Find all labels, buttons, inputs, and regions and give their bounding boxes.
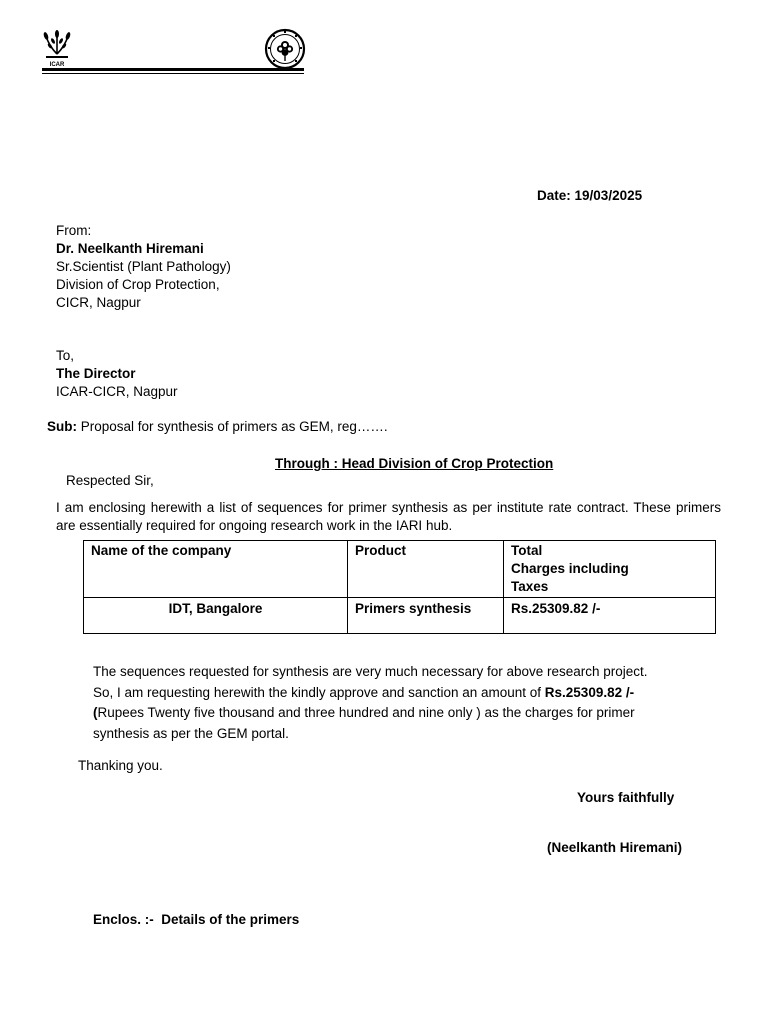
recipient-name: The Director <box>56 366 136 381</box>
closing-line: Yours faithfully <box>577 790 675 805</box>
header-total <box>504 541 716 598</box>
enclosure-text: Details of the primers <box>161 912 300 927</box>
table-row <box>84 598 716 634</box>
intro-paragraph: I am enclosing herewith a list of sequences for primer synthesis as per institute rate contract. These primers are essentially required for ongoing research work in the IARI hub. <box>56 500 721 533</box>
sender-designation: Sr.Scientist (Plant Pathology) <box>56 259 231 274</box>
from-label: From: <box>56 223 92 238</box>
sender-block <box>56 222 231 312</box>
request-line-3-text: Rupees Twenty five thousand and three hundred and nine only ) as the charges for primer <box>97 705 635 720</box>
recipient-block <box>56 347 178 401</box>
cell-total: Rs.25309.82 /- <box>504 598 716 634</box>
header-rule-thin <box>42 73 304 74</box>
subject-label: Sub: <box>47 419 77 434</box>
header-rule <box>42 68 304 71</box>
cicr-cotton-seal-icon <box>264 28 306 70</box>
date-value: 19/03/2025 <box>574 188 643 203</box>
cell-company: IDT, Bangalore <box>84 598 348 634</box>
header-total-line1: Total <box>511 543 543 558</box>
signature-name: (Neelkanth Hiremani) <box>547 840 683 855</box>
to-label: To, <box>56 348 75 363</box>
request-paragraph <box>93 662 673 744</box>
request-line-2 <box>93 683 673 704</box>
sender-institute: CICR, Nagpur <box>56 295 141 310</box>
request-line-3 <box>93 703 673 724</box>
cost-table <box>83 540 716 634</box>
icar-wheat-emblem-icon <box>38 28 76 68</box>
icar-logo <box>38 28 76 68</box>
request-line-4: synthesis as per the GEM portal. <box>93 725 289 741</box>
enclosure-label: Enclos. :- <box>93 912 154 927</box>
sender-division: Division of Crop Protection, <box>56 277 220 292</box>
recipient-institute: ICAR-CICR, Nagpur <box>56 384 178 399</box>
date-line <box>537 187 642 205</box>
header-total-line2: Charges including <box>511 561 629 576</box>
date-label: Date: <box>537 188 571 203</box>
subject-text: Proposal for synthesis of primers as GEM, reg……. <box>80 419 388 434</box>
header-product: Product <box>348 541 504 598</box>
request-amount: Rs.25309.82 /- <box>544 684 635 700</box>
cell-product: Primers synthesis <box>348 598 504 634</box>
cicr-logo <box>264 28 306 70</box>
request-paren: ( <box>93 705 98 720</box>
thanks-line: Thanking you. <box>78 758 163 773</box>
svg-text:ICAR: ICAR <box>49 62 65 68</box>
header-company: Name of the company <box>84 541 348 598</box>
sender-name: Dr. Neelkanth Hiremani <box>56 241 204 256</box>
enclosure-line <box>93 911 299 929</box>
request-line-1: The sequences requested for synthesis are very much necessary for above research project. <box>93 664 648 679</box>
request-line-2-text: So, I am requesting herewith the kindly approve and sanction an amount of <box>93 684 545 700</box>
through-line: Through : Head Division of Crop Protection <box>275 456 554 471</box>
header-total-line3: Taxes <box>511 579 549 594</box>
subject-line <box>47 418 388 436</box>
salutation: Respected Sir, <box>66 473 154 488</box>
table-header-row <box>84 541 716 598</box>
